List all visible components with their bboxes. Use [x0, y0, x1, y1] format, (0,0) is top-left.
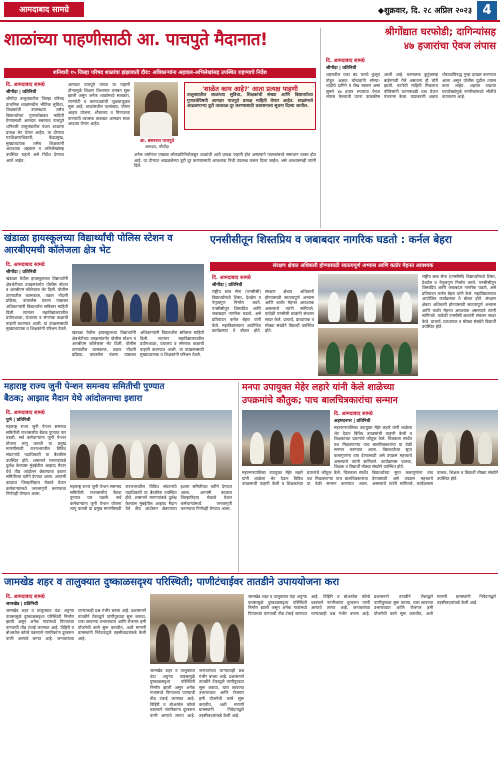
divider [2, 573, 498, 574]
story3-dateline: श्रीगोंदा | प्रतिनिधी [6, 270, 37, 275]
story6-dateline: अहमदनगर | प्रतिनिधी [334, 419, 371, 424]
story2-body: शहरातील एका बंद घराचे कुलूप तोडून अज्ञात चोरट्यांनी सोन्या-चांदीचे दागिने व रोख रक्कम असा सुमारे ४७ हजार रुपयांचा ऐवज लंपास केल्याची घटना उघडकीस आली आहे. घरमालक कुटुंबासह बाहेरगावी गेले असताना ही चोरी झाली. घटनेची माहिती मिळताच पोलिसांनी घटनास्थळी धाव घेऊन पंचनामा केला. याप्रकरणी अज्ञात चोरट्यांविरुद्ध गुन्हा दाखल करण्यात आला असून पोलीस पुढील तपास करत आहेत. शहरात वाढत्या घरफोड्यांमुळे नागरिकांमध्ये भीतीचे वातावरण आहे. [326, 72, 496, 100]
story6-body-col1: महानगरपालिका उपायुक्त मेहेर लहारे यांनी शाळेला भेट देऊन विविध उपक्रमांची पाहणी केली व शिक्षकांच्या प्रयत्नांचे कौतुक केले. चित्रकला स्पर्धेत यश मिळवणाऱ्या पाच बालचित्रकारांचा या वेळी सन्मान करण्यात आला. विद्यार्थ्यांच्या सुप्त कलागुणांना वाव देण्यासाठी असे उपक्रम महत्त्वाचे असल्याचे त्यांनी सांगितले. कार्यक्रमास पालक, शिक्षक व विद्यार्थी मोठ्या संख्येने उपस्थित होते. [334, 425, 412, 470]
story5-byline: दि. आमदाबाद सामग्रे [6, 410, 45, 416]
story4-photo-event [318, 274, 418, 324]
story3-byline: दि. आमदाबाद सामग्रे [6, 262, 45, 268]
story3-body-col2: खंडाळा येथील हायस्कूलच्या विद्यार्थ्यांनी क्षेत्रभेटीच्या उपक्रमांतर्गत पोलीस स्टेशन व आरबीएम कॉलेजला भेट दिली. पोलीस ठाण्यातील कामकाज, तक्रार नोंदणी प्रक्रिया, वायरलेस यंत्रणा याबाबत अधिकाऱ्यांनी विद्यार्थ्यांना सविस्तर माहिती दिली. त्यानंतर महाविद्यालयातील प्रयोगशाळा, ग्रंथालय व संगणक कक्षाची पाहणी करण्यात आली. या उपक्रमासाठी मुख्याध्यापक व शिक्षकांनी परिश्रम घेतले. [72, 330, 204, 358]
story1-photo-caption-name: आ. बबनराव पाचपुते [139, 139, 175, 144]
story4-body: राष्ट्रीय छात्र सेना (एनसीसी) विद्यार्थ्यांमध्ये शिस्त, देशप्रेम व नेतृत्वगुण निर्माण करते. एनसीसीतून शिस्तप्रिय आणि जबाबदार नागरिक घडतो, असे प्रतिपादन कर्नल बेहरा यांनी केले. महाविद्यालयात आयोजित कार्यक्रमात ते बोलत होते. संरक्षण क्षेत्रात अधिकारी होण्यासाठी सातत्यपूर्ण अभ्यास आणि कठोर मेहनत आवश्यक असल्याचे त्यांनी सांगितले. यावेळी एनसीसी छात्रांनी संचलन सादर केले. प्राचार्य, प्राध्यापक व मोठ्या संख्येने विद्यार्थी उपस्थित होते. [212, 289, 314, 334]
story6-headline-line2: उपक्रमांचे कौतुक; पाच बालचित्रकारांचा सन्मान [242, 395, 398, 406]
story3-headline: खंडाळा हायस्कूलच्या विद्यार्थ्यांची पोलिस स्टेशन व आरबीएमची कॉलेजला क्षेत्र भेट [4, 233, 173, 256]
story7-body-col3: जामखेड शहर व तालुक्यात यंदा अपुऱ्या पावसामुळे दुष्काळसदृश्य परिस्थिती निर्माण झाली असून अनेक गावांमध्ये पिण्याच्या पाण्याची तीव्र टंचाई जाणवत आहे. विहिरी व बोअरवेल कोरडे पडल्याने नागरिकांना दूरवरून पाणी आणावे लागत आहे. जनावरांच्या चाऱ्याचाही प्रश्न गंभीर बनला आहे. प्रशासनाने तातडीने टँकरद्वारे पाणीपुरवठा सुरू करावा, चारा छावण्या उभाराव्यात आणि रोजगार हमी योजनेची कामे सुरू करावीत, अशी मागणी ग्रामस्थांनी निवेदनाद्वारे तहसीलदारांकडे केली आहे. [248, 594, 496, 616]
story5-photo-meeting [70, 410, 232, 480]
story1-body-col3: अनेक वर्षांनंतर एखाद्या लोकप्रतिनिधीकडून शाळांची अशी प्रत्यक्ष पाहणी होत असल्याने पालकांमध्ये समाधान व्यक्त होत आहे. या दौऱ्यात आढळलेल्या त्रुटी दूर करण्यासाठी आवश्यक निधी उपलब्ध करून दिला जाईल, असे आश्वासनही त्यांनी दिले. [134, 152, 316, 169]
story4-dateline: श्रीगोंदा | प्रतिनिधी [212, 283, 243, 288]
story4-photo-cadets [318, 328, 418, 376]
story4-byline: दि. आमदाबाद सामग्रे [212, 275, 251, 281]
story2-dateline: श्रीगोंदा | प्रतिनिधी [326, 66, 357, 71]
story7-body-col1: जामखेड शहर व तालुक्यात यंदा अपुऱ्या पावसामुळे दुष्काळसदृश्य परिस्थिती निर्माण झाली असून अनेक गावांमध्ये पिण्याच्या पाण्याची तीव्र टंचाई जाणवत आहे. विहिरी व बोअरवेल कोरडे पडल्याने नागरिकांना दूरवरून पाणी आणावे लागत आहे. जनावरांच्या चाऱ्याचाही प्रश्न गंभीर बनला आहे. प्रशासनाने तातडीने टँकरद्वारे पाणीपुरवठा सुरू करावा, चारा छावण्या उभाराव्यात आणि रोजगार हमी योजनेची कामे सुरू करावीत, अशी मागणी ग्रामस्थांनी निवेदनाद्वारे तहसीलदारांकडे केली आहे. [6, 608, 146, 641]
story6-photo-award [416, 410, 498, 466]
story6-photo-school [242, 410, 330, 466]
story5-dateline: पुणे | प्रतिनिधी [6, 418, 31, 423]
story6-byline: दि. आमदाबाद सामग्रे [334, 411, 373, 417]
story2-byline: दि. आमदाबाद सामग्रे [326, 58, 365, 64]
page-number: 4 [477, 1, 497, 20]
divider [2, 379, 498, 380]
paper-name: आमदाबाद सामग्रे [4, 2, 84, 17]
story4-banner: संरक्षण क्षेत्रात अधिकारी होण्यासाठी सातत्यपूर्ण अभ्यास आणि कठोर मेहनत आवश्यक [210, 262, 496, 271]
story7-byline: दि. आमदाबाद सामग्रे [6, 594, 45, 600]
story5-body-col2: महाराष्ट्र राज्य जुनी पेन्शन समन्वय समितीची राज्यस्तरीय बैठक पुण्यात पार पडली. सर्व कर्मचाऱ्यांना जुनी पेन्शन योजना लागू करावी या प्रमुख मागणीसाठी राज्यभरातील विविध संघटनांचे पदाधिकारी या बैठकीस उपस्थित होते. शासनाने मागण्यांकडे दुर्लक्ष केल्यास मुंबईतील आझाद मैदान येथे तीव्र आंदोलन छेडण्याचा इशारा समितीच्या वतीने देण्यात आला. आगामी काळात जिल्हानिहाय मेळावे घेऊन कर्मचाऱ्यांमध्ये जनजागृती करण्याचा निर्णयही घेण्यात आला. [70, 484, 232, 512]
story4-body-col3: राष्ट्रीय छात्र सेना (एनसीसी) विद्यार्थ्यांमध्ये शिस्त, देशप्रेम व नेतृत्वगुण निर्माण करते. एनसीसीतून शिस्तप्रिय आणि जबाबदार नागरिक घडतो, असे प्रतिपादन कर्नल बेहरा यांनी केले. महाविद्यालयात आयोजित कार्यक्रमात ते बोलत होते. संरक्षण क्षेत्रात अधिकारी होण्यासाठी सातत्यपूर्ण अभ्यास आणि कठोर मेहनत आवश्यक असल्याचे त्यांनी सांगितले. यावेळी एनसीसी छात्रांनी संचलन सादर केले. प्राचार्य, प्राध्यापक व मोठ्या संख्येने विद्यार्थी उपस्थित होते. [422, 274, 496, 330]
story1-body-col1: श्रीगोंदा तालुक्यातील जिल्हा परिषद प्राथमिक शाळांमधील भौतिक सुविधा, शिक्षकांची उपलब्धता तसेच विद्यार्थ्यांच्या गुणवत्तेबाबत माहिती घेण्यासाठी आमदार बबनराव पाचपुते शनिवारी तालुक्यातील पंधरा शाळांना प्रत्यक्ष भेट देणार आहेत. या दौऱ्यात गटशिक्षणाधिकारी, केंद्रप्रमुख, मुख्याध्यापक तसेच शिक्षकांनी आवश्यक अहवाल व अभिलेखांसह उपस्थित राहावे असे निर्देश देण्यात आले आहेत. [6, 96, 64, 163]
story1-headline: शाळांच्या पाहणीसाठी आ. पाचपुते मैदानात! [4, 30, 268, 50]
story1-photo-mla [134, 82, 178, 136]
divider [320, 28, 321, 228]
story1-byline: दि. आमदाबाद सामग्रे [6, 82, 45, 88]
story7-body-col2: जामखेड शहर व तालुक्यात यंदा अपुऱ्या पावसामुळे दुष्काळसदृश्य परिस्थिती निर्माण झाली असून अनेक गावांमध्ये पिण्याच्या पाण्याची तीव्र टंचाई जाणवत आहे. विहिरी व बोअरवेल कोरडे पडल्याने नागरिकांना दूरवरून पाणी आणावे लागत आहे. जनावरांच्या चाऱ्याचाही प्रश्न गंभीर बनला आहे. प्रशासनाने तातडीने टँकरद्वारे पाणीपुरवठा सुरू करावा, चारा छावण्या उभाराव्यात आणि रोजगार हमी योजनेची कामे सुरू करावीत, अशी मागणी ग्रामस्थांनी निवेदनाद्वारे तहसीलदारांकडे केली आहे. [150, 668, 244, 718]
issue-date: ◆शुक्रवार, दि. २८ अप्रिल २०२३ [377, 6, 472, 15]
story2-headline-bottom: ४७ हजारांचा ऐवज लंपास [403, 41, 496, 52]
story1-quote-text: तालुक्यातील शाळांच्या सुविधा, शिक्षकांची संख्या आणि विद्यार्थ्यांच्या गुणवत्तेविषयी आमदार पाचपुते प्रत्यक्ष माहिती घेणार आहेत. शाळांमध्ये आढळणाऱ्या त्रुटी तात्काळ दूर करण्यासाठी प्रशासनाला सूचना दिल्या जातील. [187, 93, 313, 109]
story6-body-col2: महानगरपालिका उपायुक्त मेहेर लहारे यांनी शाळेला भेट देऊन विविध उपक्रमांची पाहणी केली व शिक्षकांच्या प्रयत्नांचे कौतुक केले. चित्रकला स्पर्धेत यश मिळवणाऱ्या पाच बालचित्रकारांचा या वेळी सन्मान करण्यात आला. विद्यार्थ्यांच्या सुप्त कलागुणांना वाव देण्यासाठी असे उपक्रम महत्त्वाचे असल्याचे त्यांनी सांगितले. कार्यक्रमास पालक, शिक्षक व विद्यार्थी मोठ्या संख्येने उपस्थित होते. [242, 470, 498, 487]
story7-headline: जामखेड शहर व तालुक्यात दुष्काळसदृश्य परिस्थिती; पाणीटंचाईवर तातडीने उपाययोजना करा [4, 577, 340, 588]
story1-dateline: श्रीगोंदा | प्रतिनिधी [6, 90, 37, 95]
story1-quote-box [184, 82, 316, 130]
story1-photo-caption-role: आमदार, श्रीगोंदा [144, 144, 170, 149]
divider [238, 382, 239, 572]
divider [2, 230, 498, 231]
story4-headline: एनसीसीतून शिस्तप्रिय व जबाबदार नागरिक घडतो : कर्नल बेहरा [210, 234, 452, 246]
story5-headline-line1: महाराष्ट्र राज्य जुनी पेन्शन समन्वय समितीची पुण्यात [4, 382, 165, 392]
story1-body-col2: आमदार पाचपुते यांच्या या पाहणी दौऱ्यामुळे शिक्षण विभागात लगबग सुरू झाली असून अनेक शाळांमध्ये स्वच्छता, रंगरंगोटी व कागदपत्रांची जुळवाजुळव सुरू आहे. शाळांमधील पटसंख्या, पोषण आहार योजना, शौचालय व पिण्याच्या पाण्याची व्यवस्था याबाबत आमदार स्वतः आढावा घेणार आहेत. [68, 82, 130, 127]
story5-headline-line2: बैठक; आझाद मैदान येथे आंदोलनाचा इशारा [4, 394, 143, 404]
story7-dateline: जामखेड | प्रतिनिधी [6, 602, 38, 607]
story6-headline-line1: मनपा उपायुक्त मेहेर लहारे यांनी केले शाळेच्या [242, 382, 395, 393]
story1-subhead: शनिवारी १५ जिल्हा परिषद शाळांचा झंझावाती दौरा: अधिकाऱ्यांना अहवाल-अभिलेखांसह उपस्थित राहण्याचे निर्देश [4, 68, 316, 78]
story2-headline-top: श्रीगोंद्यात घरफोडी; दागिन्यांसह [384, 27, 496, 38]
story5-body-col1: महाराष्ट्र राज्य जुनी पेन्शन समन्वय समितीची राज्यस्तरीय बैठक पुण्यात पार पडली. सर्व कर्मचाऱ्यांना जुनी पेन्शन योजना लागू करावी या प्रमुख मागणीसाठी राज्यभरातील विविध संघटनांचे पदाधिकारी या बैठकीस उपस्थित होते. शासनाने मागण्यांकडे दुर्लक्ष केल्यास मुंबईतील आझाद मैदान येथे तीव्र आंदोलन छेडण्याचा इशारा समितीच्या वतीने देण्यात आला. आगामी काळात जिल्हानिहाय मेळावे घेऊन कर्मचाऱ्यांमध्ये जनजागृती करण्याचा निर्णयही घेण्यात आला. [6, 424, 66, 497]
story3-body-col1: खंडाळा येथील हायस्कूलच्या विद्यार्थ्यांनी क्षेत्रभेटीच्या उपक्रमांतर्गत पोलीस स्टेशन व आरबीएम कॉलेजला भेट दिली. पोलीस ठाण्यातील कामकाज, तक्रार नोंदणी प्रक्रिया, वायरलेस यंत्रणा याबाबत अधिकाऱ्यांनी विद्यार्थ्यांना सविस्तर माहिती दिली. त्यानंतर महाविद्यालयातील प्रयोगशाळा, ग्रंथालय व संगणक कक्षाची पाहणी करण्यात आली. या उपक्रमासाठी मुख्याध्यापक व शिक्षकांनी परिश्रम घेतले. [6, 276, 68, 332]
story7-photo-memorandum [150, 594, 244, 664]
story1-quote-title: 'शाळेत काय आहे?' आता प्रत्यक्ष पाहणी [202, 85, 298, 93]
story3-photo-students [72, 264, 204, 326]
